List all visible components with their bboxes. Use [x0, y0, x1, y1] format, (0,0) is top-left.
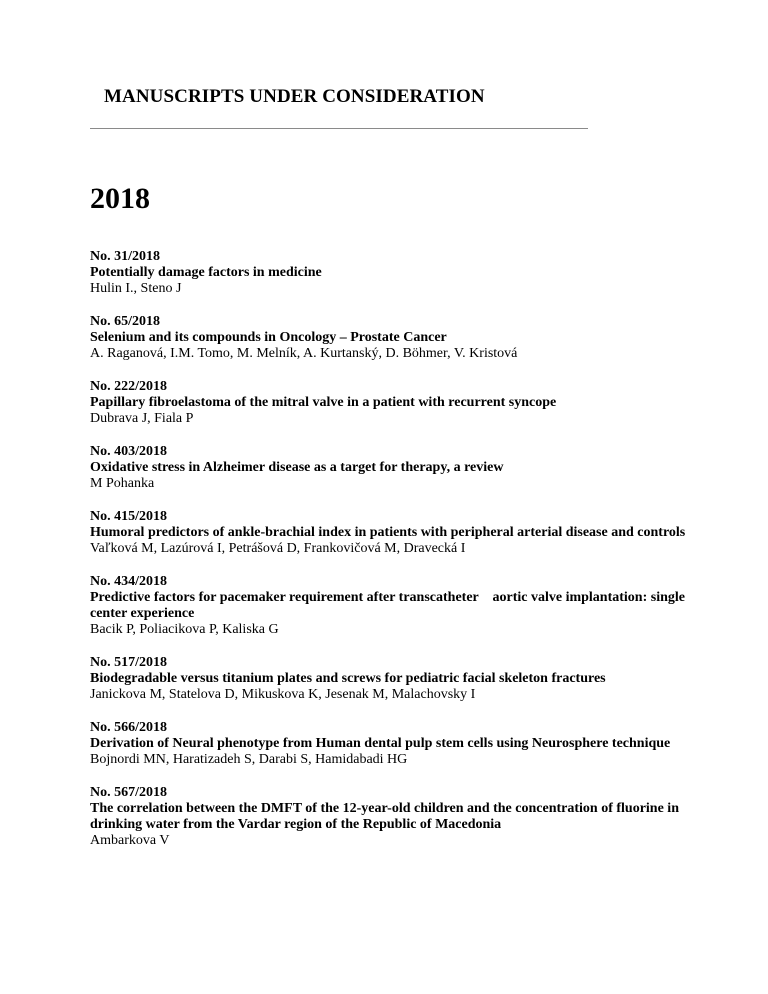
manuscript-number: No. 434/2018 [90, 574, 167, 589]
manuscript-entry [90, 249, 710, 297]
manuscript-title: Selenium and its compounds in Oncology – Prostate Cancer [90, 330, 447, 345]
page-title: MANUSCRIPTS UNDER CONSIDERATION [104, 86, 485, 107]
manuscript-number: No. 31/2018 [90, 249, 160, 264]
manuscript-authors: Vaľková M, Lazúrová I, Petrášová D, Frankovičová M, Dravecká I [90, 541, 466, 556]
manuscript-title: Oxidative stress in Alzheimer disease as a target for therapy, a review [90, 460, 504, 475]
manuscript-title: The correlation between the DMFT of the 12-year-old children and the concentration of fluorine in drinking water from the Vardar region of the Republic of Macedonia [90, 801, 683, 832]
manuscript-number: No. 222/2018 [90, 379, 167, 394]
year-heading: 2018 [90, 182, 150, 215]
manuscript-authors: Bojnordi MN, Haratizadeh S, Darabi S, Hamidabadi HG [90, 752, 408, 767]
divider [90, 128, 588, 129]
manuscript-title: Humoral predictors of ankle-brachial index in patients with peripheral arterial disease and controls [90, 525, 686, 540]
manuscript-authors: Dubrava J, Fiala P [90, 411, 194, 426]
manuscript-authors: A. Raganová, I.M. Tomo, M. Melník, A. Kurtanský, D. Böhmer, V. Kristová [90, 346, 518, 361]
manuscript-title: Biodegradable versus titanium plates and screws for pediatric facial skeleton fractures [90, 671, 606, 686]
manuscript-entry [90, 655, 710, 703]
manuscript-entry [90, 574, 710, 638]
manuscript-number: No. 415/2018 [90, 509, 167, 524]
manuscript-entry [90, 785, 710, 849]
manuscript-entry [90, 509, 710, 557]
manuscript-number: No. 566/2018 [90, 720, 167, 735]
manuscript-authors: Ambarkova V [90, 833, 170, 848]
manuscript-entry [90, 444, 710, 492]
manuscript-list [90, 249, 710, 866]
manuscript-authors: M Pohanka [90, 476, 155, 491]
manuscript-authors: Hulin I., Steno J [90, 281, 182, 296]
manuscript-title: Derivation of Neural phenotype from Human dental pulp stem cells using Neurosphere technique [90, 736, 671, 751]
manuscript-number: No. 403/2018 [90, 444, 167, 459]
manuscript-entry [90, 720, 710, 768]
manuscript-authors: Janickova M, Statelova D, Mikuskova K, Jesenak M, Malachovsky I [90, 687, 476, 702]
manuscript-title: Potentially damage factors in medicine [90, 265, 322, 280]
manuscript-entry [90, 314, 710, 362]
manuscript-authors: Bacik P, Poliacikova P, Kaliska G [90, 622, 279, 637]
manuscript-entry [90, 379, 710, 427]
manuscript-title: Papillary fibroelastoma of the mitral valve in a patient with recurrent syncope [90, 395, 557, 410]
manuscript-number: No. 567/2018 [90, 785, 167, 800]
manuscript-title: Predictive factors for pacemaker requirement after transcatheter aortic valve implantation: single center experience [90, 590, 689, 621]
manuscript-number: No. 517/2018 [90, 655, 167, 670]
manuscript-number: No. 65/2018 [90, 314, 160, 329]
